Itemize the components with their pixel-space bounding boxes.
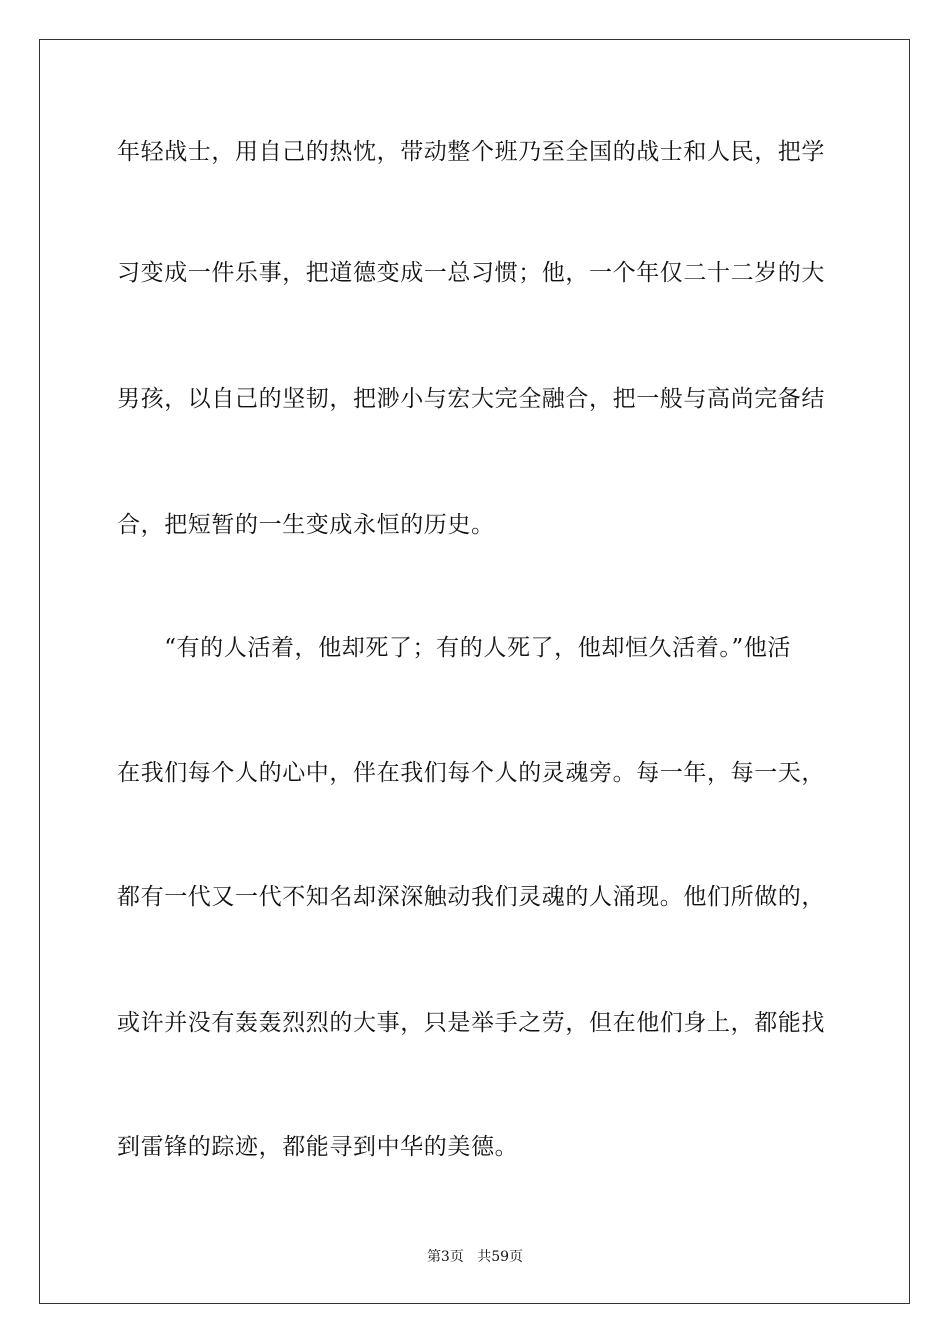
text-line: 到雷锋的踪迹，都能寻到中华的美德。 [117, 1134, 519, 1160]
text-line: 或许并没有轰轰烈烈的大事，只是举手之劳，但在他们身上，都能找 [117, 1010, 825, 1036]
text-line: 习变成一件乐事，把道德变成一总习惯；他，一个年仅二十二岁的大 [117, 260, 825, 286]
text-line: 在我们每个人的心中，伴在我们每个人的灵魂旁。每一年，每一天， [117, 760, 825, 786]
text-line: 合，把短暂的一生变成永恒的历史。 [117, 512, 495, 538]
text-line: 年轻战士，用自己的热忱，带动整个班乃至全国的战士和人民，把学 [117, 139, 825, 165]
page-footer [0, 1246, 950, 1266]
page-border [39, 39, 910, 1304]
text-line: “有的人活着，他却死了；有的人死了，他却恒久活着。”他活 [117, 635, 792, 661]
text-line: 都有一代又一代不知名却深深触动我们灵魂的人涌现。他们所做的， [117, 884, 825, 910]
page-total: 共59页 [477, 1249, 524, 1265]
text-line: 男孩，以自己的坚韧，把渺小与宏大完全融合，把一般与高尚完备结 [117, 386, 825, 412]
page-number: 第3页 [426, 1249, 464, 1265]
